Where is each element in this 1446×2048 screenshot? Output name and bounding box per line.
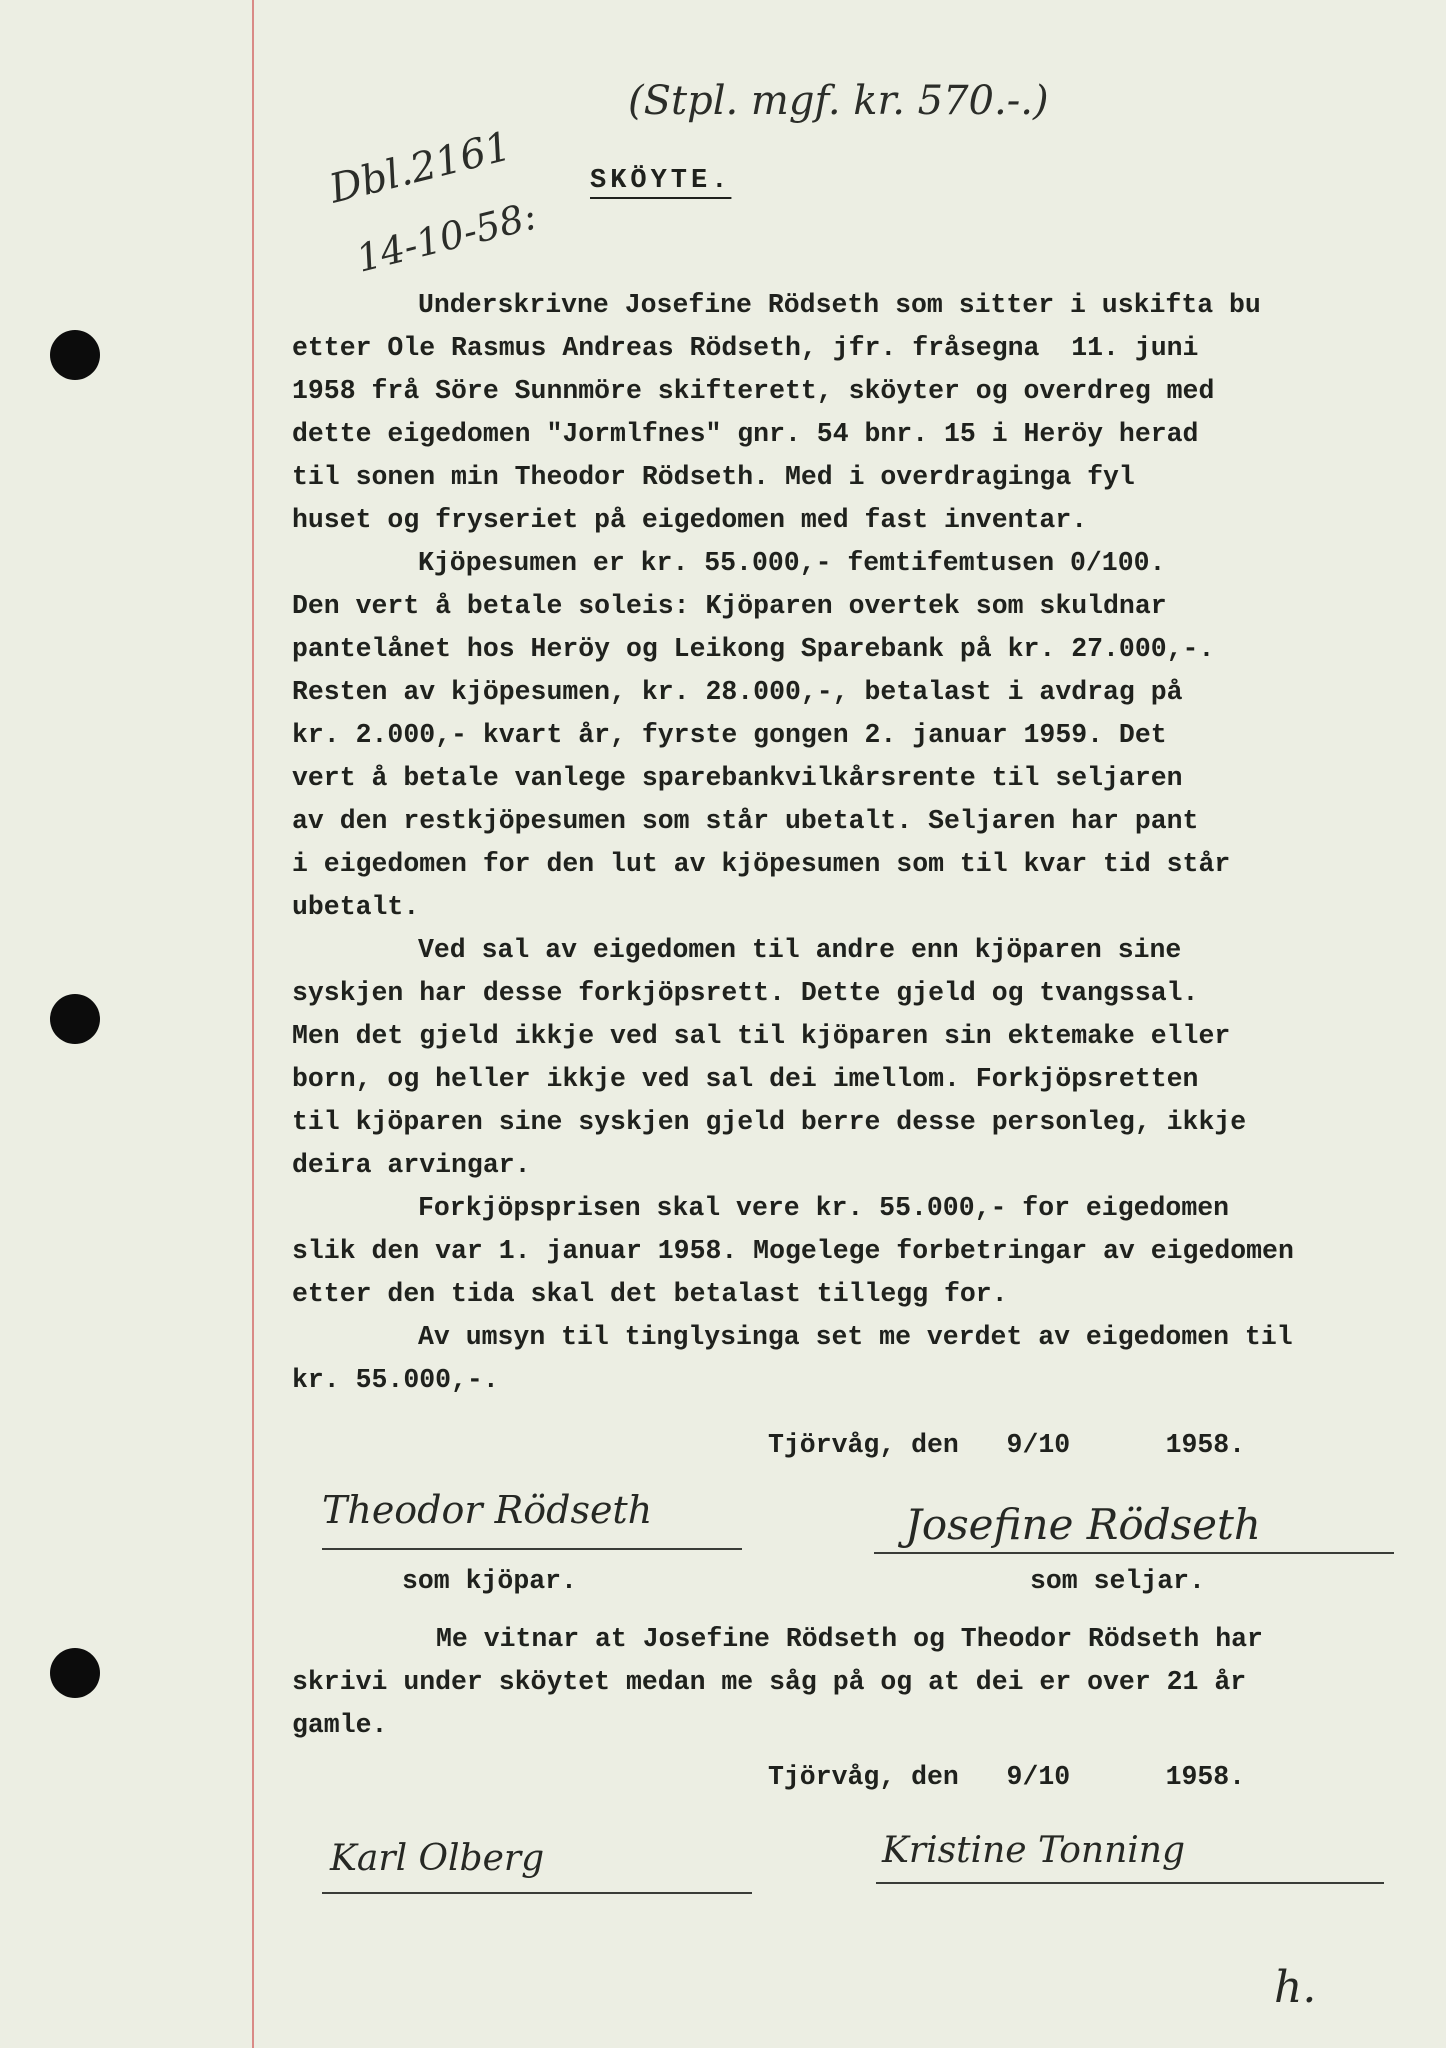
text-line: vert å betale vanlege sparebankvilkårsrente til seljaren [292, 763, 1183, 793]
text-line: Ved sal av eigedomen til andre enn kjöparen sine [418, 935, 1182, 965]
text-line: kr. 2.000,- kvart år, fyrste gongen 2. januar 1959. Det [292, 720, 1167, 750]
text-line: Men det gjeld ikkje ved sal til kjöparen sin ektemake eller [292, 1021, 1231, 1051]
initial-mark: h. [1274, 1962, 1317, 2013]
margin-reference-date: 14-10-58: [352, 193, 541, 281]
margin-reference-number: Dbl.2161 [325, 123, 516, 213]
buyer-role: som kjöpar. [402, 1566, 577, 1596]
margin-rule [252, 0, 254, 2048]
buyer-signature: Theodor Rödseth [322, 1488, 653, 1532]
text-line: Den vert å betale soleis: Kjöparen overtek som skuldnar [292, 591, 1167, 621]
text-line: til kjöparen sine syskjen gjeld berre desse personleg, ikkje [292, 1107, 1247, 1137]
text-line: born, og heller ikkje ved sal dei imellom. Forkjöpsretten [292, 1064, 1199, 1094]
punch-hole-bottom [50, 1648, 100, 1698]
text-line: dette eigedomen "Jormlfnes" gnr. 54 bnr. 15 i Heröy herad [292, 419, 1199, 449]
deed-body [292, 284, 1352, 1402]
seller-signature-line [874, 1552, 1394, 1554]
witness-1-signature-line [322, 1892, 752, 1894]
text-line: 1958 frå Söre Sunnmöre skifterett, sköyter og overdreg med [292, 376, 1215, 406]
text-line: etter den tida skal det betalast tillegg for. [292, 1279, 1008, 1309]
witness-2-signature-line [876, 1882, 1384, 1884]
text-line: slik den var 1. januar 1958. Mogelege forbetringar av eigedomen [292, 1236, 1294, 1266]
punch-hole-top [50, 330, 100, 380]
text-line: i eigedomen for den lut av kjöpesumen som til kvar tid står [292, 849, 1231, 879]
witness-text-line: gamle. [292, 1710, 388, 1740]
witness-2-signature: Kristine Tonning [882, 1830, 1186, 1871]
text-line: Underskrivne Josefine Rödseth som sitter i uskifta bu [418, 290, 1261, 320]
text-line: av den restkjöpesumen som står ubetalt. Seljaren har pant [292, 806, 1199, 836]
punch-hole-middle [50, 994, 100, 1044]
text-line: pantelånet hos Heröy og Leikong Sparebank på kr. 27.000,-. [292, 634, 1215, 664]
text-line: kr. 55.000,-. [292, 1365, 499, 1395]
document-title: SKÖYTE. [590, 166, 732, 196]
text-line: ubetalt. [292, 892, 420, 922]
text-line: huset og fryseriet på eigedomen med fast inventar. [292, 505, 1088, 535]
text-line: syskjen har desse forkjöpsrett. Dette gjeld og tvangssal. [292, 978, 1199, 1008]
witness-1-signature: Karl Olberg [330, 1838, 545, 1879]
text-line: Forkjöpsprisen skal vere kr. 55.000,- for eigedomen [418, 1193, 1230, 1223]
text-line: til sonen min Theodor Rödseth. Med i overdraginga fyl [292, 462, 1135, 492]
text-line: Resten av kjöpesumen, kr. 28.000,-, betalast i avdrag på [292, 677, 1183, 707]
witness-text-line: skrivi under sköytet medan me såg på og at dei er over 21 år [292, 1667, 1247, 1697]
witness-text-line: Me vitnar at Josefine Rödseth og Theodor Rödseth har [436, 1624, 1263, 1654]
text-line: Av umsyn til tinglysinga set me verdet av eigedomen til [418, 1322, 1293, 1352]
seller-role: som seljar. [1030, 1566, 1205, 1596]
text-line: deira arvingar. [292, 1150, 531, 1180]
place-date-line-2: Tjörvåg, den 9/10 1958. [768, 1762, 1246, 1792]
text-line: Kjöpesumen er kr. 55.000,- femtifemtusen 0/100. [418, 548, 1166, 578]
place-date-line: Tjörvåg, den 9/10 1958. [768, 1430, 1246, 1460]
stamp-duty-note: (Stpl. mgf. kr. 570.-.) [628, 78, 1049, 124]
seller-signature: Josefine Rödseth [905, 1500, 1261, 1549]
text-line: etter Ole Rasmus Andreas Rödseth, jfr. fråsegna 11. juni [292, 333, 1199, 363]
buyer-signature-line [322, 1548, 742, 1550]
